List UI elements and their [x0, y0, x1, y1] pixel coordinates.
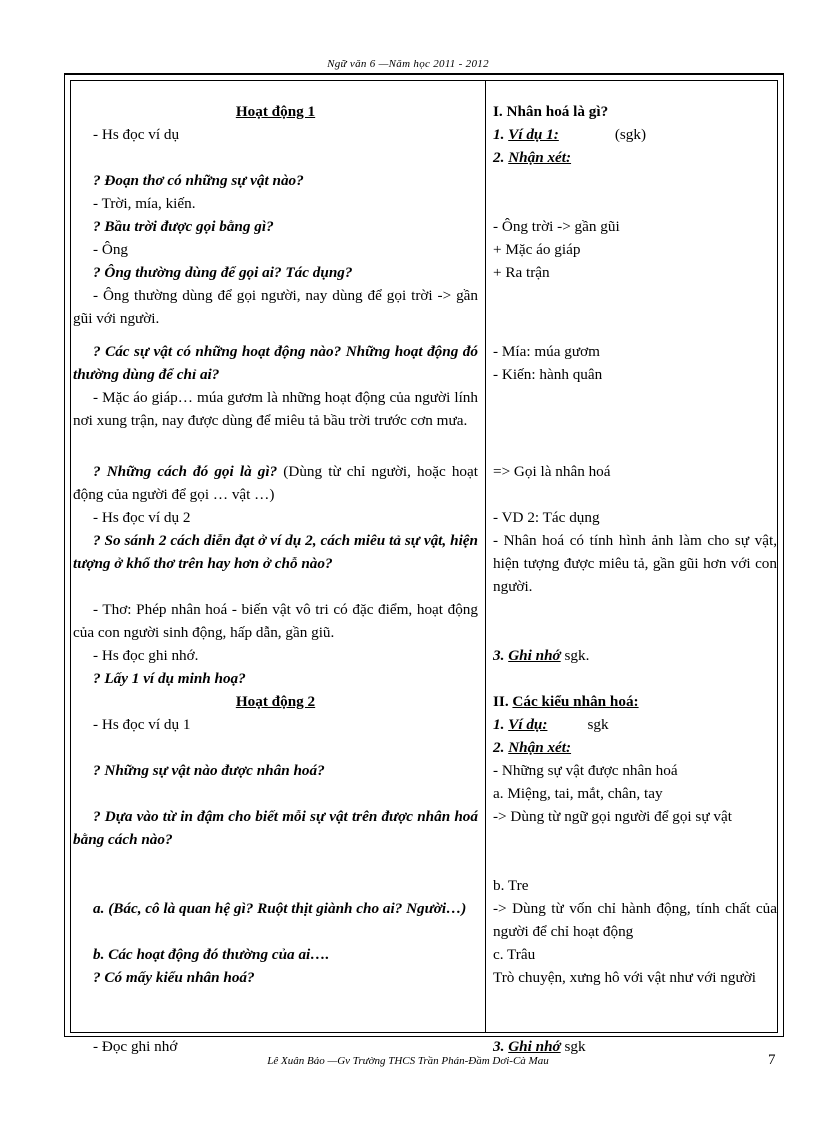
left-line: - Hs đọc ví dụ [93, 126, 180, 143]
remark-label: 2. Nhận xét: [493, 149, 572, 166]
page-header: Ngữ văn 6 —Năm học 2011 - 2012 [327, 58, 489, 70]
answer: - Ông thường dùng để gọi người, nay dùng để gọi trời -> gần gũi với người. [73, 287, 478, 327]
note: -> Dùng từ vốn chỉ hành động, tính chất của người để chỉ hoạt động [493, 900, 777, 940]
note: => Gọi là nhân hoá [493, 463, 611, 480]
left-line: - Hs đọc ví dụ 1 [93, 716, 191, 733]
answer: - Trời, mía, kiến. [93, 195, 196, 212]
memo-line: 3. Ghi nhớ sgk. [493, 647, 590, 664]
note: - VD 2: Tác dụng [493, 509, 600, 526]
note: + Ra trận [493, 264, 550, 281]
note: - Kiến: hành quân [493, 366, 603, 383]
page-number: 7 [768, 1052, 776, 1068]
notes-column [493, 100, 777, 1058]
question: ? Có mấy kiểu nhân hoá? [93, 969, 255, 986]
activities-column [73, 100, 478, 1058]
question: ? Bầu trời được gọi bằng gì? [93, 218, 274, 235]
question: ? Dựa vào từ in đậm cho biết mỗi sự vật trên được nhân hoá bằng cách nào? [73, 808, 478, 848]
note: - Mía: múa gươm [493, 343, 600, 360]
question: ? Ông thường dùng để gọi ai? Tác dụng? [93, 264, 353, 281]
note: -> Dùng từ ngữ gọi người để gọi sự vật [493, 808, 732, 825]
question: a. (Bác, cô là quan hệ gì? Ruột thịt giành cho ai? Người…) [93, 900, 467, 917]
question: ? Các sự vật có những hoạt động nào? Những hoạt động đó thường dùng để chỉ ai? [73, 343, 478, 383]
question: ? Những sự vật nào được nhân hoá? [93, 762, 325, 779]
note: - Những sự vật được nhân hoá [493, 762, 678, 779]
note: c. Trâu [493, 946, 536, 963]
note: b. Tre [493, 877, 529, 894]
question: b. Các hoạt động đó thường của ai…. [93, 946, 330, 963]
note: a. Miệng, tai, mắt, chân, tay [493, 785, 663, 802]
note: Trò chuyện, xưng hô với vật như với người [493, 969, 756, 986]
answer: - Hs đọc ví dụ 2 [93, 509, 191, 526]
memo-line: 3. Ghi nhớ sgk [493, 1038, 586, 1055]
question: ? Đoạn thơ có những sự vật nào? [93, 172, 304, 189]
question: ? So sánh 2 cách diễn đạt ở ví dụ 2, cách miêu tả sự vật, hiện tượng ở khổ thơ trên hay hơn ở chỗ nào? [73, 532, 478, 572]
question: ? Lấy 1 ví dụ minh hoạ? [93, 670, 246, 687]
note: - Ông trời -> gần gũi [493, 218, 620, 235]
answer: - Hs đọc ghi nhớ. [93, 647, 199, 664]
activity-2-heading: Hoạt động 2 [235, 693, 316, 710]
answer: - Mặc áo giáp… múa gươm là những hoạt động của người lính nơi xung trận, nay được dùng để miêu tả bầu trời trước cơn mưa. [73, 389, 478, 429]
left-line: - Đọc ghi nhớ [93, 1038, 178, 1055]
section-1-title: I. Nhân hoá là gì? [493, 103, 609, 120]
remark-label: 2. Nhận xét: [493, 739, 572, 756]
note: + Mặc áo giáp [493, 241, 581, 258]
question-with-note: ? Những cách đó gọi là gì? (Dùng từ chỉ người, hoặc hoạt động của người để gọi … vật …) [73, 463, 478, 503]
answer: - Ông [93, 241, 129, 258]
example-line: 1. Ví dụ: sgk [493, 716, 609, 733]
example-line: 1. Ví dụ 1: (sgk) [493, 126, 647, 143]
answer: - Thơ: Phép nhân hoá - biến vật vô tri có đặc điểm, hoạt động của con người sinh động, hấp dẫn, gần giũ. [73, 601, 478, 641]
column-divider [485, 80, 486, 1033]
note: - Nhân hoá có tính hình ảnh làm cho sự vật, hiện tượng được miêu tả, gần gũi hơn với con người. [493, 532, 777, 595]
section-2-title: II. Các kiểu nhân hoá: [493, 693, 639, 710]
page-footer: Lê Xuân Bảo —Gv Trường THCS Trần Phán-Đầm Dơi-Cà Mau [267, 1055, 549, 1067]
activity-1-heading: Hoạt động 1 [235, 103, 316, 120]
lesson-table [64, 73, 784, 1055]
